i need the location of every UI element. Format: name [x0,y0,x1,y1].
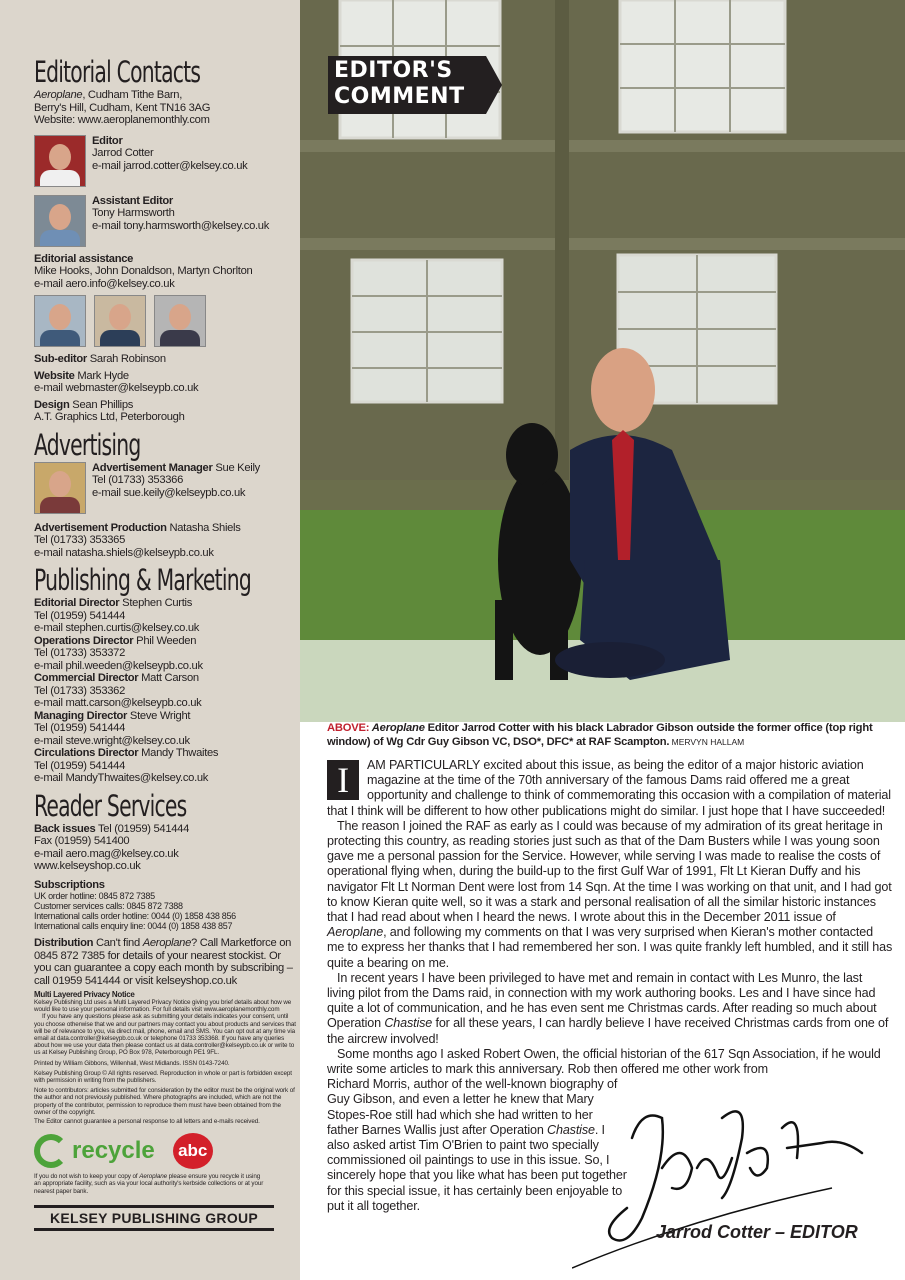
address-line-1: Aeroplane, Cudham Tithe Barn, [34,89,183,101]
operations-director-email: e-mail phil.weeden@kelseypb.co.uk [34,659,203,672]
assistant-editor-portrait [34,195,86,247]
assistant-portrait [154,295,206,347]
circulations-director-line: Circulations Director Mandy Thwaites [34,747,219,759]
article-paragraph: I AM PARTICULARLY excited about this issue, as being the editor of a major historic aviation magazine at the time of the 70th anniversary of the famous Dams raid offered me a great opportunity and challenge to think of commemorating this occasion with a compilation of material that I think will be different to how other publications might do similar. I just hope that I have succeeded! [327,758,891,818]
abc-logo: abc [173,1133,213,1169]
drop-cap: I [327,760,359,800]
reader-fax: Fax (01959) 541400 [34,835,130,847]
reader-services-heading: Reader Services [34,788,187,823]
ad-manager-line: Advertisement Manager Sue Keily [92,461,260,474]
signoff: Jarrod Cotter – EDITOR [656,1222,858,1242]
assistant-editor-contact [34,195,296,247]
back-issues-line: Back issues Tel (01959) 541444 [34,822,190,835]
reader-web: www.kelseyshop.co.uk [34,860,141,872]
publishing-heading: Publishing & Marketing [34,563,251,597]
editor-role: Editor [92,134,123,147]
article-paragraph: The reason I joined the RAF as early as I could was because of my admiration of its great heritage in protecting this country, as reading stories just such as that of the Dam Busters while I was young soon gave me a personal passion for the Service. However, while serving I was made to realise the costs of operational flying when, during the build-up to the first Gulf War of 1991, Flt Lt Kieran Duffy and his navigator Flt Lt Norman Dent were lost from 14 Sqn. At the time I was working on that unit, and I had got to know Kieran quite well, so it was a stark and personal realisation of all the similar historic instances that I had read about when I heard the news. I wrote about this in the December 2011 issue of Aeroplane, and following my comments on that I was very surprised when Kieran's mother contacted me to express her thanks that I had remembered her son. I was quite frankly left humbled, and it still has quite a bearing on me. [327,818,893,970]
managing-director-line: Managing Director Steve Wright [34,709,191,722]
privacy-text: If you have any questions please ask as submitting your details indicates your consent, until you choose otherwise that we and our partners may contact you about products and services that will be of relevance to you, via direct mail, phone, email and SMS. You can opt out at any time via email at data.controller@kelseypb.co.uk or telephone 01733 353368. If you have any queries about how we use your data then please contact us at data.controller@kelseypb.co.uk or write to us at Kelsey Publishing Group, PO Box 978, Peterborough PE1 9FL. [34,1013,296,1057]
managing-director-tel: Tel (01959) 541444 [34,722,126,734]
operations-director-tel: Tel (01733) 353372 [34,647,126,659]
managing-director-email: e-mail steve.wright@kelsey.co.uk [34,734,190,747]
subscriptions-line: International calls enquiry line: 0044 (0) 1858 438 857 [34,921,233,931]
recycle-logo: recycle [34,1134,155,1168]
commercial-director-email: e-mail matt.carson@kelseypb.co.uk [34,697,202,709]
badge-line-1: EDITOR'S [334,58,453,83]
website-contact-email: e-mail webmaster@kelseypb.co.uk [34,382,199,394]
publisher-logo: KELSEY PUBLISHING GROUP [34,1205,274,1231]
ad-manager-portrait [34,462,86,514]
ad-manager-contact [34,462,296,514]
assistant-editor-email: e-mail tony.harmsworth@kelsey.co.uk [92,219,270,232]
editorial-director-line: Editorial Director Stephen Curtis [34,597,192,609]
assistant-portrait [94,295,146,347]
recycle-icon [34,1134,68,1168]
editor-email: e-mail jarrod.cotter@kelsey.co.uk [92,159,248,172]
editor-name: Jarrod Cotter [92,147,154,159]
distribution-paragraph: Distribution Can't find Aeroplane? Call Marketforce on 0845 872 7385 for details of your nearest stockist. Or you can guarantee a copy each month by subscribing – call 01959 541444 or visit kelseyshop.co.uk [34,937,293,987]
design-company: A.T. Graphics Ltd, Peterborough [34,411,185,423]
assistants-portraits [34,295,296,347]
assistant-editor-role: Assistant Editor [92,194,173,207]
circulations-director-tel: Tel (01959) 541444 [34,759,126,772]
ad-production-line: Advertisement Production Natasha Shiels [34,521,241,534]
contacts-sidebar [0,0,300,1280]
advertising-heading: Advertising [34,427,141,462]
subscriptions-title: Subscriptions [34,878,105,891]
article-paragraph-continued: Richard Morris, author of the well-known biography of Guy Gibson, and even a letter he knew that Mary Stopes-Roe still had which she had written to her father Barnes Wallis just after Operation Chastise. I also asked artist Tim O'Brien to paint two specially commissioned oil paintings to use in this issue. So, I sincerely hope that you like what has been put together for this special issue, it has certainly been enjoyable to put it all together. [327,1077,627,1213]
ad-production-tel: Tel (01733) 353365 [34,534,126,546]
editorial-assistance-role: Editorial assistance [34,252,134,265]
editor-signature [572,1098,892,1278]
subscriptions-line: International calls order hotline: 0044 (0) 1858 438 856 [34,911,236,921]
editorial-contacts-heading: Editorial Contacts [34,55,201,89]
editorial-assistance-names: Mike Hooks, John Donaldson, Martyn Chorlton [34,265,253,277]
guarantee-note: The Editor cannot guarantee a personal response to all letters and e-mails received. [34,1118,260,1126]
commercial-director-line: Commercial Director Matt Carson [34,672,199,684]
subscriptions-line: Customer services calls: 0845 872 7388 [34,901,183,911]
editorial-director-email: e-mail stephen.curtis@kelsey.co.uk [34,622,200,634]
printed-by: Printed by William Gibbons, Willenhall, West Midlands. ISSN 0143-7240. [34,1059,230,1067]
assistant-portrait [34,295,86,347]
website-line: Website: www.aeroplanemonthly.com [34,114,210,126]
article-paragraph: In recent years I have been privileged to have met and remain in contact with Les Munro, the last living pilot from the Dams raid, in connection with my work authoring books. Les and I have since had quite a lot of communication, and he has even sent me Christmas cards. After reading so much about Operation Chastise for all these years, I can hardly believe I have received Christmas cards from one of the aircrew involved! [327,970,889,1046]
circulations-director-email: e-mail MandyThwaites@kelsey.co.uk [34,772,209,784]
rights-notice: Kelsey Publishing Group © All rights reserved. Reproduction in whole or part is forbidden except with permission in writing from the publishers. [34,1069,292,1085]
editorial-assistance-email: e-mail aero.info@kelsey.co.uk [34,277,175,290]
editorial-director-tel: Tel (01959) 541444 [34,609,126,622]
reader-email: e-mail aero.mag@kelsey.co.uk [34,847,179,860]
subscriptions-line: UK order hotline: 0845 872 7385 [34,891,155,901]
sub-editor-line: Sub-editor Sarah Robinson [34,353,166,365]
contributors-note: Note to contributors: articles submitted for consideration by the editor must be the original work of the author and not previously published. Where photographs are included, which are not the property of the contributor, permission to reproduce them must have been obtained from the owner of the copyright. [34,1087,295,1116]
article-paragraph: Some months ago I asked Robert Owen, the official historian of the 617 Sqn Association, if he would write some articles to mark this anniversary. Rob then offered me other work from [327,1046,881,1077]
assistant-editor-name: Tony Harmsworth [92,207,175,219]
badge-line-2: COMMENT [334,84,465,109]
design-line: Design Sean Phillips [34,398,134,411]
editor-portrait [34,135,86,187]
photo-caption: ABOVE: Aeroplane Editor Jarrod Cotter with his black Labrador Gibson outside the former office (top right window) of Wg Cdr Guy Gibson VC, DSO*, DFC* at RAF Scampton. MERVYN HALLAM [327,722,873,748]
ad-manager-tel: Tel (01733) 353366 [92,474,184,486]
website-contact-line: Website Mark Hyde [34,369,129,382]
ad-manager-email: e-mail sue.keily@kelseypb.co.uk [92,486,246,499]
privacy-text: Kelsey Publishing Ltd uses a Multi Layered Privacy Notice giving you brief details about how we would like to use your personal information. For full details visit www.aeroplanemonthly.com [34,999,292,1014]
address-line-2: Berry's Hill, Cudham, Kent TN16 3AG [34,101,211,114]
recycle-note: If you do not wish to keep your copy of Aeroplane please ensure you recycle it using an appropriate facility, such as via your local authority's kerbside collections or at your nearest paper bank. [34,1173,264,1195]
logos-row [34,1133,296,1169]
privacy-title: Multi Layered Privacy Notice [34,990,135,999]
ad-production-email: e-mail natasha.shiels@kelseypb.co.uk [34,546,214,559]
editor-contact [34,135,296,187]
commercial-director-tel: Tel (01733) 353362 [34,684,126,697]
operations-director-line: Operations Director Phil Weeden [34,634,197,647]
